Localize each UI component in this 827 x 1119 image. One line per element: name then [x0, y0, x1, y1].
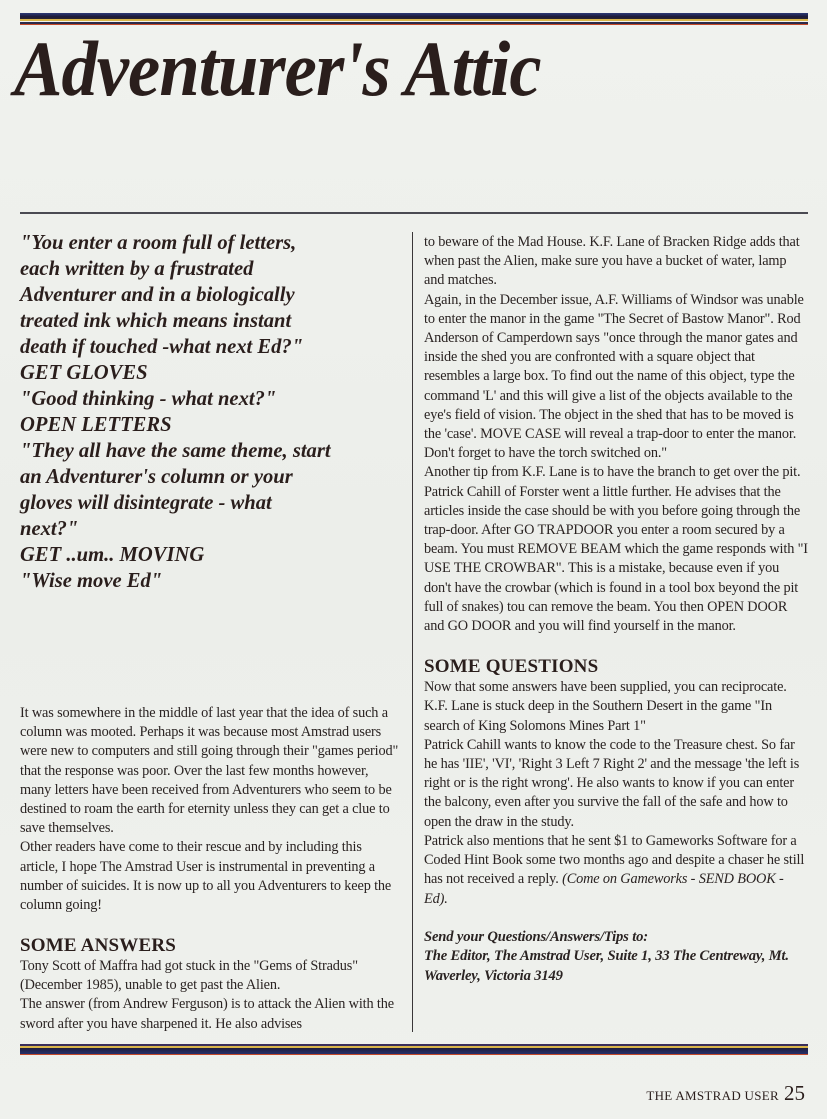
- quote-line: an Adventurer's column or your: [20, 466, 293, 488]
- questions-heading: SOME QUESTIONS: [424, 656, 599, 678]
- answer-paragraph: Again, in the December issue, A.F. Williams of Windsor was unable to enter the manor in the game "The Secret of Bastow Manor". Rod Anderson of Camperdown says "once through the manor gates and inside the shed you are confronted with a square object that resembles a large box. To find out the name of this object, type the command 'L' and this will give a list of the objects available to the eye's field of vision. The object in the shed that has to be moved is the 'case'. MOVE CASE will reveal a trap-door to enter the manor. Don't forget to have the torch switched on.": [424, 291, 804, 462]
- question-paragraph: K.F. Lane is stuck deep in the Southern Desert in the game "In search of King Solomons Mines Part 1": [424, 698, 772, 734]
- article-title: Adventurer's Attic: [14, 25, 541, 112]
- submission-address: [424, 928, 809, 987]
- quote-line: GET ..um.. MOVING: [20, 544, 205, 566]
- question-text: Patrick also mentions that he sent $1 to Gameworks Software for a Coded Hint Book some two months ago and despite a chaser he still has not received a reply.: [424, 832, 805, 888]
- column-divider: [412, 232, 413, 1032]
- title-separator-rule: [20, 212, 808, 214]
- quote-line: death if touched -what next Ed?": [20, 336, 304, 358]
- quote-line: next?": [20, 518, 79, 540]
- quote-line: "Good thinking - what next?": [20, 388, 277, 410]
- quote-line: gloves will disintegrate - what: [20, 492, 272, 514]
- bottom-decorative-rule: [20, 1044, 808, 1056]
- send-instructions: Send your Questions/Answers/Tips to:: [424, 928, 648, 945]
- question-paragraph: [424, 832, 809, 909]
- rule-thin-band: [20, 22, 808, 24]
- editor-note: (Come on Gameworks - SEND BOOK - Ed).: [424, 871, 784, 907]
- question-paragraph: Patrick Cahill wants to know the code to the Treasure chest. So far he has 'IIE', 'VI', 'Right 3 Left 7 Right 2' and the message 'the left is right or is the right wrong'. He also wants to know if you can enter the balcony, even after you survive the fall of the safe and how to open the draw in the study.: [424, 736, 800, 830]
- rule-gold-band: [20, 19, 808, 21]
- quote-line: GET GLOVES: [20, 362, 148, 384]
- quote-line: "They all have the same theme, start: [20, 440, 331, 462]
- quote-line: treated ink which means instant: [20, 310, 292, 332]
- intro-paragraph: Other readers have come to their rescue and by including this article, I hope The Amstrad User is instrumental in preventing a number of suicides. It is now up to all you Adventurers to keep the column going!: [20, 839, 392, 914]
- intro-quote: [20, 230, 400, 594]
- magazine-name: THE AMSTRAD USER: [646, 1088, 779, 1103]
- quote-line: OPEN LETTERS: [20, 414, 172, 436]
- quote-line: each written by a frustrated: [20, 258, 254, 280]
- right-column: [424, 233, 809, 986]
- answers-section: [20, 935, 405, 1034]
- page-number: 25: [784, 1081, 805, 1105]
- question-paragraph: Now that some answers have been supplied, you can reciprocate.: [424, 679, 787, 696]
- top-decorative-rule: [20, 13, 808, 25]
- intro-paragraph: It was somewhere in the middle of last year that the idea of such a column was mooted. Perhaps it was because most Amstrad users were new to computers and still going through their "games period" that the response was poor. Over the last few months however, many letters have been received from Adventurers who seem to be destined to roam the earth for eternity unless they can get a clue to save themselves.: [20, 705, 399, 837]
- intro-section: [20, 704, 400, 915]
- quote-line: "You enter a room full of letters,: [20, 232, 297, 254]
- questions-section: [424, 656, 809, 908]
- answers-heading: SOME ANSWERS: [20, 935, 177, 956]
- rule-thick-band: [20, 1048, 808, 1054]
- answer-paragraph: The answer (from Andrew Ferguson) is to attack the Alien with the sword after you have sharpened it. He also advises: [20, 996, 394, 1032]
- quote-line: "Wise move Ed": [20, 570, 163, 592]
- editor-address: The Editor, The Amstrad User, Suite 1, 33 The Centreway, Mt. Waverley, Victoria 3149: [424, 948, 789, 984]
- page-footer: [646, 1081, 805, 1106]
- answer-paragraph: to beware of the Mad House. K.F. Lane of Bracken Ridge adds that when past the Alien, make sure you have a bucket of water, lamp and matches.: [424, 234, 800, 289]
- quote-line: Adventurer and in a biologically: [20, 284, 295, 306]
- answer-paragraph: Another tip from K.F. Lane is to have the branch to get over the pit.: [424, 464, 801, 481]
- answer-paragraph: Patrick Cahill of Forster went a little further. He advises that the articles inside the case should be with you before going through the trap-door. After GO TRAPDOOR you enter a room secured by a beam. You must REMOVE BEAM which the game responds with "I USE THE CROWBAR". This is a mistake, because even if you don't have the crowbar (which is found in a tool box beyond the pit full of snakes) tou can remove the beam. You then OPEN DOOR and GO DOOR and you will find yourself in the manor.: [424, 483, 808, 635]
- left-column: [20, 230, 400, 1032]
- answer-paragraph: Tony Scott of Maffra had got stuck in the "Gems of Stradus" (December 1985), unable to get past the Alien.: [20, 958, 358, 994]
